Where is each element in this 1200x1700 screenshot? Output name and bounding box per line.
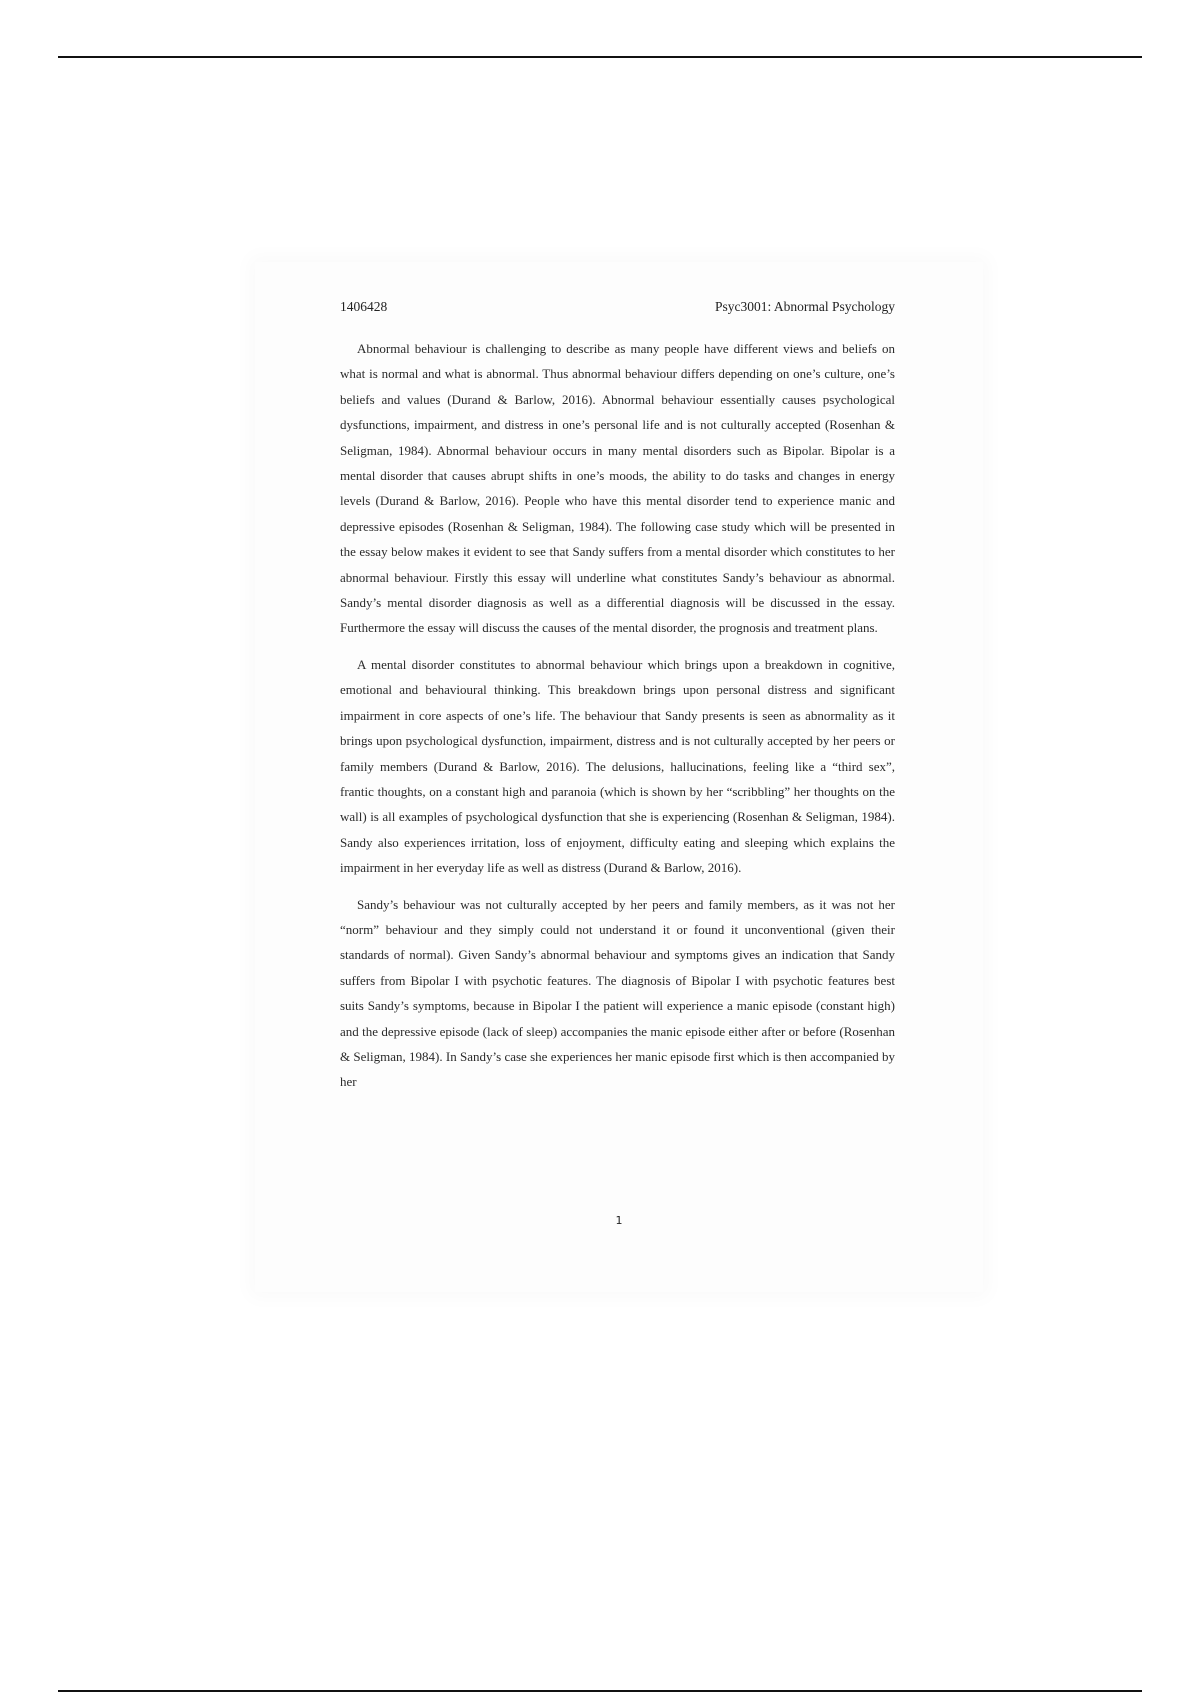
page-header [340,298,895,316]
page-number: 1 [615,1214,623,1227]
top-divider [58,56,1142,58]
student-id: 1406428 [340,299,388,314]
paragraph-1: Abnormal behaviour is challenging to describe as many people have different views and beliefs on what is normal and what is abnormal. Thus abnormal behaviour differs depending on one’s culture, one’s beliefs and values (Durand & Barlow, 2016). Abnormal behaviour essentially causes psychological dysfunctions, impairment, and distress in one’s personal life and is not culturally accepted (Rosenhan & Seligman, 1984). Abnormal behaviour occurs in many mental disorders such as Bipolar. Bipolar is a mental disorder that causes abrupt shifts in one’s moods, the ability to do tasks and changes in energy levels (Durand & Barlow, 2016). People who have this mental disorder tend to experience manic and depressive episodes (Rosenhan & Seligman, 1984). The following case study which will be presented in the essay below makes it evident to see that Sandy suffers from a mental disorder which constitutes to her abnormal behaviour. Firstly this essay will underline what constitutes Sandy’s behaviour as abnormal. Sandy’s mental disorder diagnosis as well as a differential diagnosis will be discussed in the essay. Furthermore the essay will discuss the causes of the mental disorder, the prognosis and treatment plans. [340,341,895,636]
essay-body [340,336,895,1095]
bottom-divider [58,1690,1142,1692]
course-title: Psyc3001: Abnormal Psychology [714,299,895,314]
paragraph-2: A mental disorder constitutes to abnormal behaviour which brings upon a breakdown in cognitive, emotional and behavioural thinking. This breakdown brings upon personal distress and significant impairment in core aspects of one’s life. The behaviour that Sandy presents is seen as abnormality as it brings upon psychological dysfunction, impairment, distress and is not culturally accepted by her peers or family members (Durand & Barlow, 2016). The delusions, hallucinations, feeling like a “third sex”, frantic thoughts, on a constant high and paranoia (which is shown by her “scribbling” her thoughts on the wall) is all examples of psychological dysfunction that she is experiencing (Rosenhan & Seligman, 1984). Sandy also experiences irritation, loss of enjoyment, difficulty eating and sleeping which explains the impairment in her everyday life as well as distress (Durand & Barlow, 2016). [340,656,895,876]
page-content [340,298,895,1106]
paragraph-3: Sandy’s behaviour was not culturally accepted by her peers and family members, as it was not her “norm” behaviour and they simply could not understand it or found it unconventional (given their standards of normal). Given Sandy’s abnormal behaviour and symptoms gives an indication that Sandy suffers from Bipolar I with psychotic features. The diagnosis of Bipolar I with psychotic features best suits Sandy’s symptoms, because in Bipolar I the patient will experience a manic episode (constant high) and the depressive episode (lack of sleep) accompanies the manic episode either after or before (Rosenhan & Seligman, 1984). In Sandy’s case she experiences her manic episode first which is then accompanied by her [340,896,895,1090]
document-page [255,262,983,1292]
